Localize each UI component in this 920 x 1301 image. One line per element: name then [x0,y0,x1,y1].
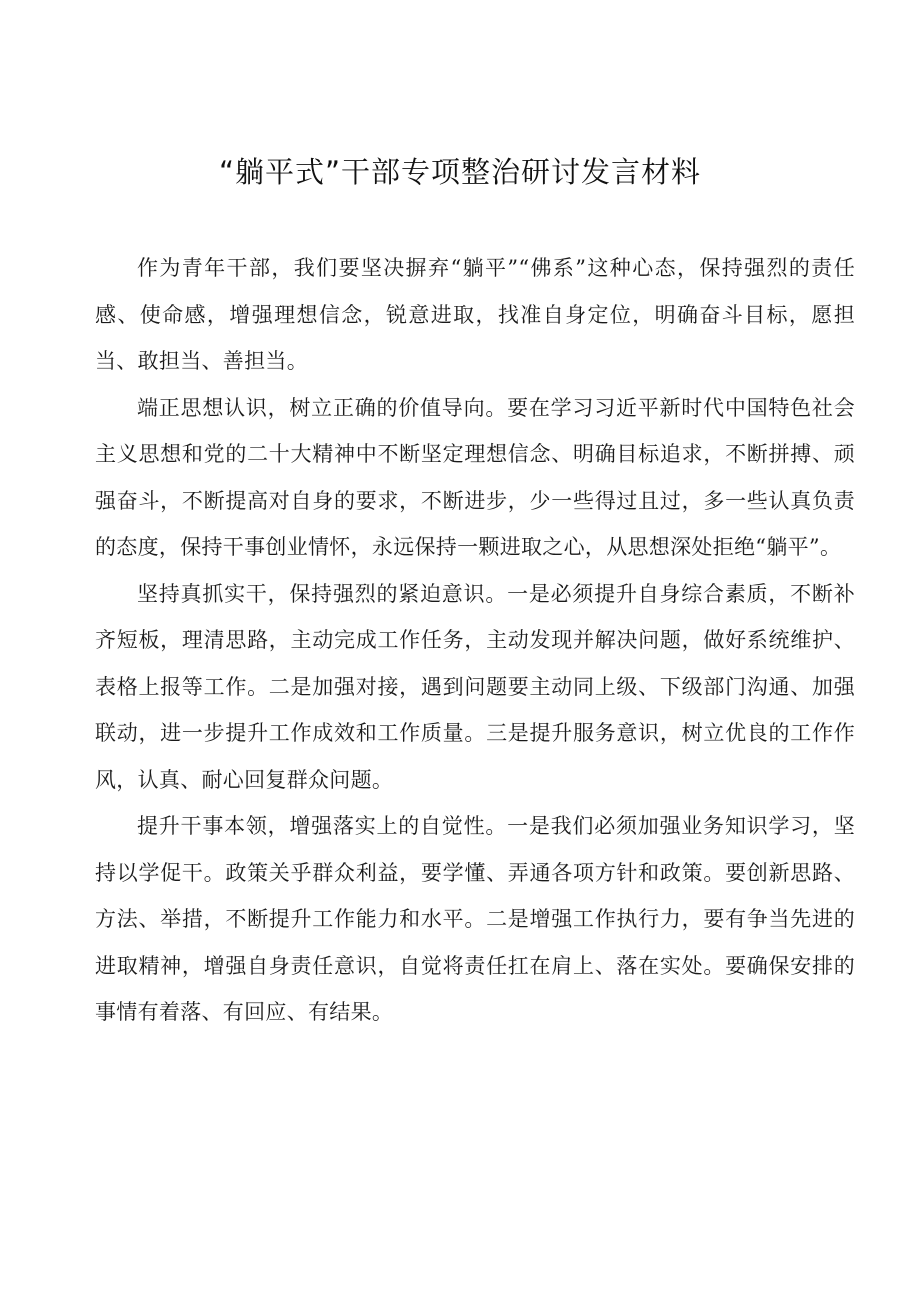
paragraph-3: 坚持真抓实干，保持强烈的紧迫意识。一是必须提升自身综合素质，不断补齐短板，理清思路，主动完成工作任务，主动发现并解决问题，做好系统维护、表格上报等工作。二是加强对接，遇到问题要主动同上级、下级部门沟通、加强联动，进一步提升工作成效和工作质量。三是提升服务意识，树立优良的工作作风，认真、耐心回复群众问题。 [95,581,855,792]
paragraph-4: 提升干事本领，增强落实上的自觉性。一是我们必须加强业务知识学习，坚持以学促干。政策关乎群众利益，要学懂、弄通各项方针和政策。要创新思路、方法、举措，不断提升工作能力和水平。二是增强工作执行力，要有争当先进的进取精神，增强自身责任意识，自觉将责任扛在肩上、落在实处。要确保安排的事情有着落、有回应、有结果。 [95,814,855,1024]
document-title: “躺平式”干部专项整治研讨发言材料 [218,155,702,189]
document-body [95,245,855,1036]
paragraph-1: 作为青年干部，我们要坚决摒弃“躺平”“佛系”这种心态，保持强烈的责任感、使命感，增强理想信念，锐意进取，找准自身定位，明确奋斗目标，愿担当、敢担当、善担当。 [95,256,855,373]
paragraph-2: 端正思想认识，树立正确的价值导向。要在学习习近平新时代中国特色社会主义思想和党的二十大精神中不断坚定理想信念、明确目标追求，不断拼搏、顽强奋斗，不断提高对自身的要求，不断进步，少一些得过且过，多一些认真负责的态度，保持干事创业情怀，永远保持一颗进取之心，从思想深处拒绝“躺平”。 [95,395,855,559]
